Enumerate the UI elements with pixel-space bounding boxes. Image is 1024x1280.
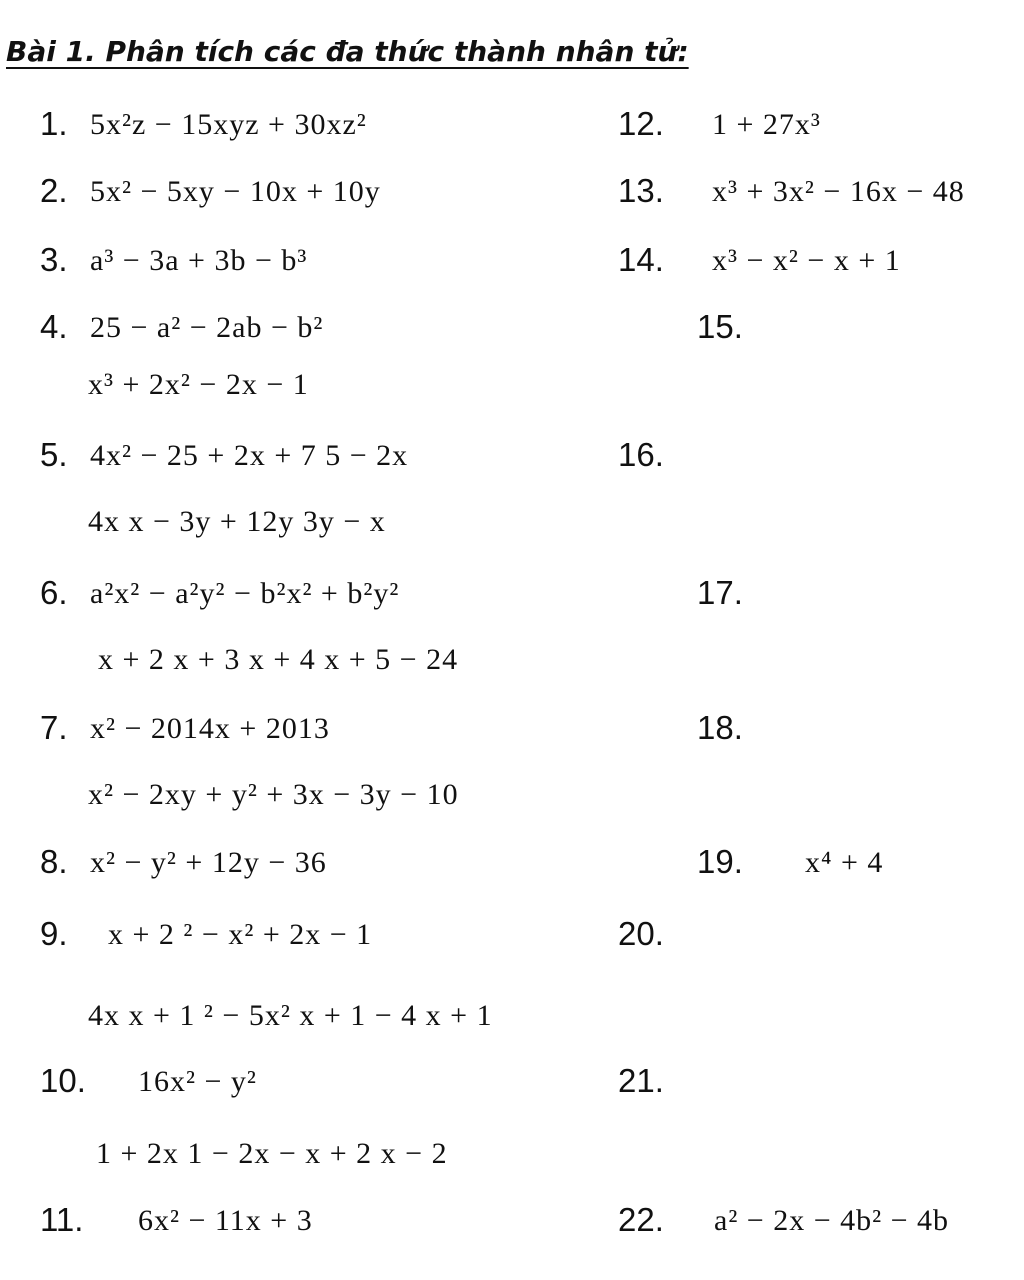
- problem-number-1: 1.: [40, 105, 68, 142]
- problem-number-21: 21.: [618, 1062, 664, 1099]
- problem-number-2: 2.: [40, 172, 68, 209]
- problem-expression-19: x⁴ + 4: [805, 846, 884, 879]
- problem-expression-10: 16x² − y²: [138, 1065, 257, 1098]
- problem-number-20: 20.: [618, 915, 664, 952]
- problem-number-22: 22.: [618, 1201, 664, 1238]
- problem-number-14: 14.: [618, 241, 664, 278]
- problem-expression-7: x² − 2014x + 2013: [90, 712, 330, 745]
- problem-expression-3: a³ − 3a + 3b − b³: [90, 244, 308, 277]
- problem-expression-15: x³ + 2x² − 2x − 1: [88, 368, 309, 401]
- problem-expression-4: 25 − a² − 2ab − b²: [90, 311, 324, 344]
- problem-number-18: 18.: [697, 709, 743, 746]
- problem-expression-9: x + 2 ² − x² + 2x − 1: [108, 918, 373, 951]
- problem-expression-11: 6x² − 11x + 3: [138, 1204, 313, 1237]
- problem-expression-5: 4x² − 25 + 2x + 7 5 − 2x: [90, 439, 409, 472]
- problem-number-13: 13.: [618, 172, 664, 209]
- problem-expression-18: x² − 2xy + y² + 3x − 3y − 10: [88, 778, 459, 811]
- problem-expression-14: x³ − x² − x + 1: [712, 244, 901, 277]
- problem-expression-21: 1 + 2x 1 − 2x − x + 2 x − 2: [96, 1137, 448, 1170]
- problem-number-11: 11.: [40, 1201, 84, 1238]
- problem-expression-1: 5x²z − 15xyz + 30xz²: [90, 108, 367, 141]
- problem-number-6: 6.: [40, 574, 68, 611]
- problem-number-12: 12.: [618, 105, 664, 142]
- problem-expression-17: x + 2 x + 3 x + 4 x + 5 − 24: [98, 643, 459, 676]
- problem-number-17: 17.: [697, 574, 743, 611]
- problem-number-10: 10.: [40, 1062, 86, 1099]
- problem-number-3: 3.: [40, 241, 68, 278]
- problem-number-5: 5.: [40, 436, 68, 473]
- page-title: Bài 1. Phân tích các đa thức thành nhân tử:: [6, 35, 689, 68]
- problem-number-16: 16.: [618, 436, 664, 473]
- problem-number-15: 15.: [697, 308, 743, 345]
- problem-expression-22: a² − 2x − 4b² − 4b: [714, 1204, 950, 1237]
- problem-expression-16: 4x x − 3y + 12y 3y − x: [88, 505, 386, 538]
- problem-expression-8: x² − y² + 12y − 36: [90, 846, 327, 879]
- problem-number-9: 9.: [40, 915, 68, 952]
- problem-expression-20: 4x x + 1 ² − 5x² x + 1 − 4 x + 1: [88, 999, 493, 1032]
- problem-expression-6: a²x² − a²y² − b²x² + b²y²: [90, 577, 400, 610]
- problem-expression-12: 1 + 27x³: [712, 108, 821, 141]
- problem-expression-2: 5x² − 5xy − 10x + 10y: [90, 175, 381, 208]
- problem-number-8: 8.: [40, 843, 68, 880]
- problem-number-7: 7.: [40, 709, 68, 746]
- problem-number-4: 4.: [40, 308, 68, 345]
- problem-number-19: 19.: [697, 843, 743, 880]
- problem-expression-13: x³ + 3x² − 16x − 48: [712, 175, 965, 208]
